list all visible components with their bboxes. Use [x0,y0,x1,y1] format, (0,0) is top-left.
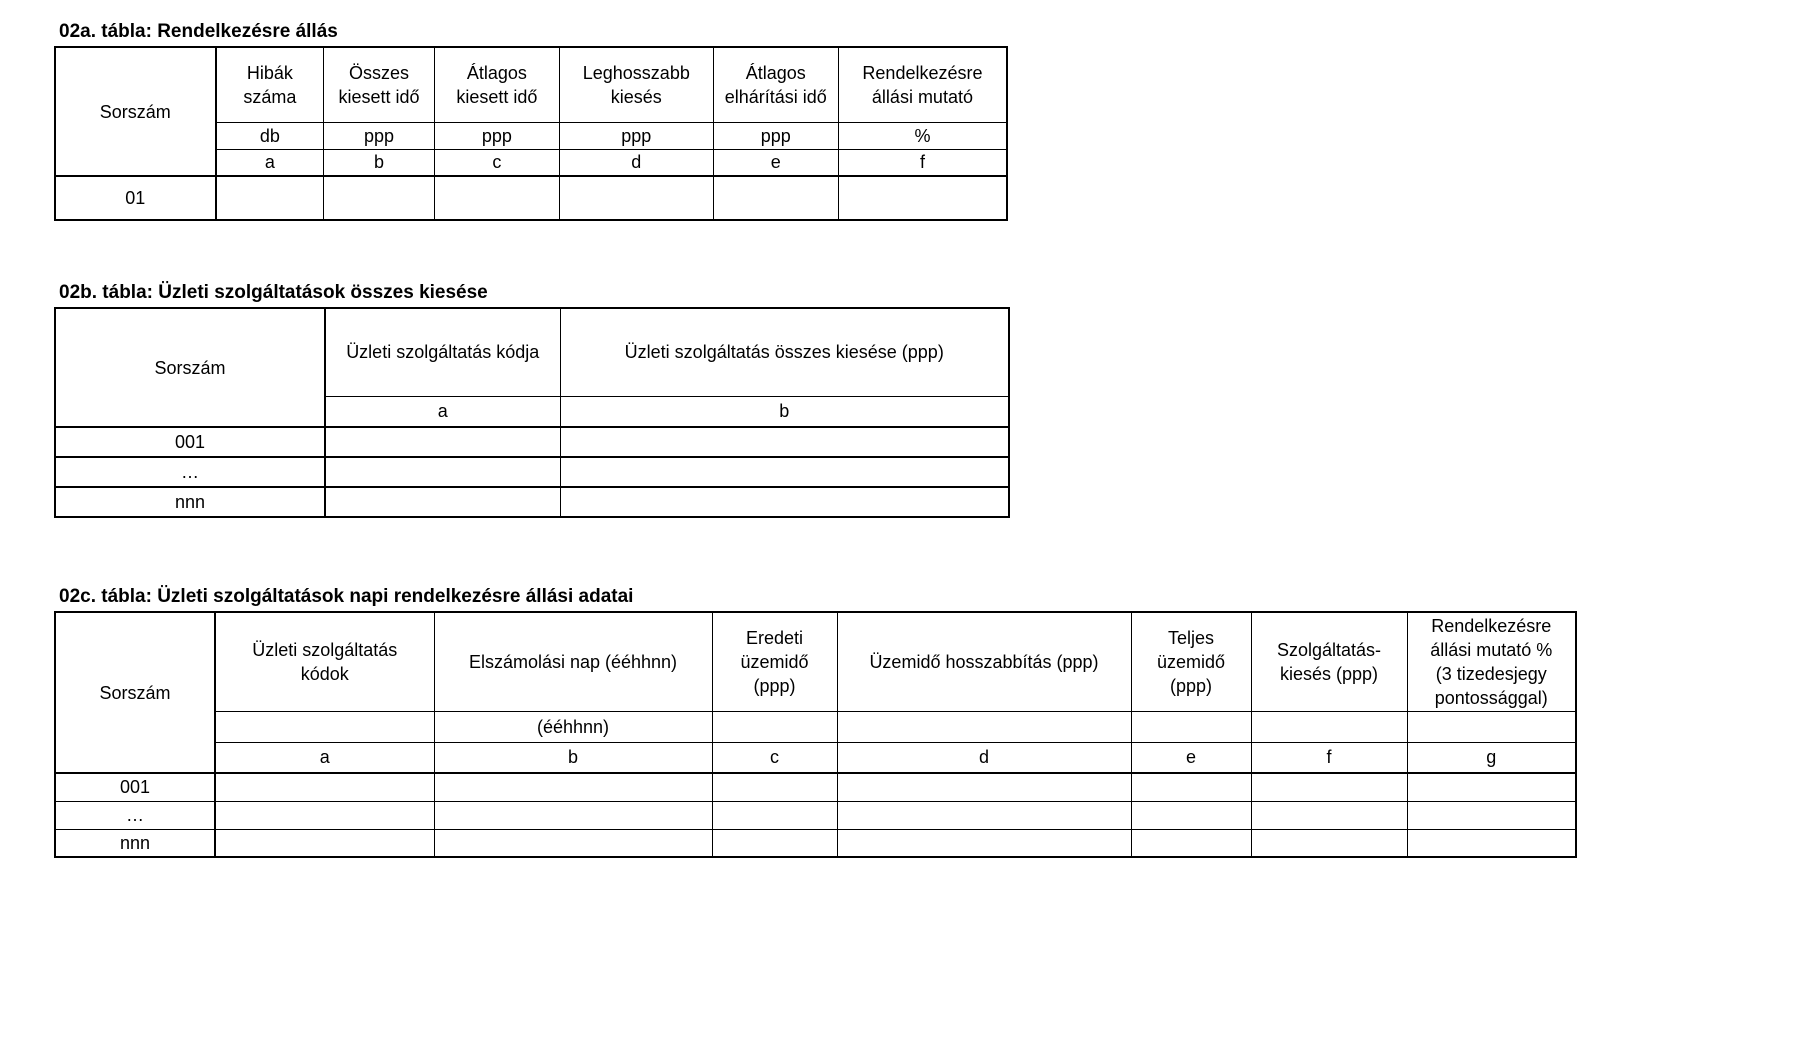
table-c-column-letter: c [712,742,837,773]
table-b [54,307,1010,518]
header-line: üzemidő [1156,651,1226,672]
table-a-header-atlagos-kiesett-ido [434,47,559,122]
table-c-cell[interactable] [434,801,712,829]
header-line: Üzleti szolgáltatás [252,639,398,660]
table-a-header-hibak-szama [216,47,324,122]
table-b-cell[interactable] [560,457,1009,487]
header-line: száma [243,86,297,107]
table-c-cell[interactable] [1407,773,1576,801]
table-a-header-atlagos-elharitasi-ido [713,47,838,122]
table-a-cell[interactable] [324,176,434,220]
table-c-header-rendelkezesre-allasi-mutato [1407,612,1576,711]
table-c-row-header: Sorszám [55,612,215,773]
table-b-title: 02b. tábla: Üzleti szolgáltatások összes kiesése [59,282,488,303]
table-b-cell[interactable] [560,427,1009,457]
header-line: Eredeti [745,627,804,648]
table-c-cell[interactable] [215,801,434,829]
table-a-column-letter: d [560,149,713,176]
table-c-column-letter: g [1407,742,1576,773]
table-a-title: 02a. tábla: Rendelkezésre állás [59,21,338,42]
table-a-column-letter: c [434,149,559,176]
header-line: kiesett idő [456,86,538,107]
row-number: nnn [55,829,215,857]
table-a-cell[interactable] [713,176,838,220]
header-line: Hibák [246,62,293,83]
table-a-row-header: Sorszám [55,47,216,176]
table-row [55,176,1007,220]
table-a-column-letter: e [713,149,838,176]
table-c-unit: (ééhhnn) [434,711,712,742]
header-line: kiesés [610,86,662,107]
table-a-unit: db [216,122,324,149]
table-a-unit: % [838,122,1007,149]
table-b-cell[interactable] [325,457,560,487]
header-line: kódok [300,663,349,684]
table-c-unit [837,711,1131,742]
table-c-cell[interactable] [1251,829,1407,857]
table-c-column-letter: d [837,742,1131,773]
header-line: (ppp) [753,675,796,696]
table-a-header-rendelkezesre-allasi-mutato [838,47,1007,122]
table-c-column-letter: a [215,742,434,773]
row-number: … [55,801,215,829]
table-c-cell[interactable] [215,773,434,801]
table-a-unit: ppp [434,122,559,149]
row-number: … [55,457,325,487]
table-row [55,829,1576,857]
table-c-header-elszamolasi-nap [434,612,712,711]
table-b-row-header: Sorszám [55,308,325,427]
header-line: Átlagos [466,62,527,83]
table-c-unit [1407,711,1576,742]
table-row [55,457,1009,487]
table-b-column-letter: b [560,396,1009,427]
table-c-title: 02c. tábla: Üzleti szolgáltatások napi rendelkezésre állási adatai [59,586,634,607]
table-c-cell[interactable] [1131,801,1251,829]
header-line: állási mutató % [1430,639,1553,660]
table-c-cell[interactable] [712,829,837,857]
header-line: állási mutató [871,86,973,107]
table-c-cell[interactable] [837,801,1131,829]
table-c-cell[interactable] [1131,829,1251,857]
table-c-cell[interactable] [837,829,1131,857]
row-number: 001 [55,427,325,457]
table-a-cell[interactable] [838,176,1007,220]
table-b-header-szolgaltatas-kodja: Üzleti szolgáltatás kódja [325,308,560,396]
table-c-header-szolgaltatas-kodok [215,612,434,711]
table-c-cell[interactable] [712,801,837,829]
table-c-unit [1131,711,1251,742]
row-number: 001 [55,773,215,801]
table-c-header-szolgaltatas-kieses [1251,612,1407,711]
table-c-column-letter: b [434,742,712,773]
table-c-cell[interactable] [1407,801,1576,829]
table-a-cell[interactable] [216,176,324,220]
header-line: kiesett idő [338,86,420,107]
table-a-header-osszes-kiesett-ido [324,47,434,122]
table-a-column-letter: f [838,149,1007,176]
header-line: elhárítási idő [724,86,827,107]
row-number: nnn [55,487,325,517]
table-b-cell[interactable] [325,487,560,517]
table-b-cell[interactable] [325,427,560,457]
table-a-cell[interactable] [434,176,559,220]
header-line: Szolgáltatás- [1276,639,1382,660]
table-c-column-letter: f [1251,742,1407,773]
table-c-unit [712,711,837,742]
table-a-header-leghosszabb-kieses [560,47,713,122]
header-line: Elszámolási nap (ééhhnn) [468,651,678,672]
table-c-cell[interactable] [837,773,1131,801]
table-c-unit [215,711,434,742]
table-c-cell[interactable] [434,829,712,857]
header-line: Teljes [1167,627,1215,648]
table-a-column-letter: a [216,149,324,176]
table-c-unit [1251,711,1407,742]
table-b-header-osszes-kiesese: Üzleti szolgáltatás összes kiesése (ppp) [560,308,1009,396]
header-line: Rendelkezésre [862,62,983,83]
table-a-unit: ppp [324,122,434,149]
table-c-cell[interactable] [1251,801,1407,829]
table-a-cell[interactable] [560,176,713,220]
header-line: Összes [348,62,409,83]
table-row [55,773,1576,801]
table-b-cell[interactable] [560,487,1009,517]
header-line: üzemidő [740,651,809,672]
table-c-column-letter: e [1131,742,1251,773]
header-line: pontossággal) [1434,687,1548,708]
table-row [55,487,1009,517]
table-c-cell[interactable] [1131,773,1251,801]
table-c-cell[interactable] [1407,829,1576,857]
table-c [54,611,1577,858]
table-row [55,427,1009,457]
table-a [54,46,1008,221]
header-line: Rendelkezésre [1431,615,1552,636]
header-line: (3 tizedesjegy [1435,663,1547,684]
table-row [55,801,1576,829]
table-c-cell[interactable] [1251,773,1407,801]
table-a-unit: ppp [713,122,838,149]
row-number: 01 [55,176,216,220]
table-a-column-letter: b [324,149,434,176]
table-b-column-letter: a [325,396,560,427]
header-line: Üzemidő hosszabbítás (ppp) [869,651,1099,672]
table-c-header-uzemido-hosszabbitas [837,612,1131,711]
table-c-header-eredeti-uzemido [712,612,837,711]
table-c-cell[interactable] [712,773,837,801]
table-c-cell[interactable] [215,829,434,857]
header-line: kiesés (ppp) [1279,663,1379,684]
header-line: (ppp) [1169,675,1213,696]
header-line: Leghosszabb [582,62,690,83]
table-a-unit: ppp [560,122,713,149]
table-c-header-teljes-uzemido [1131,612,1251,711]
table-c-cell[interactable] [434,773,712,801]
header-line: Átlagos [745,62,806,83]
